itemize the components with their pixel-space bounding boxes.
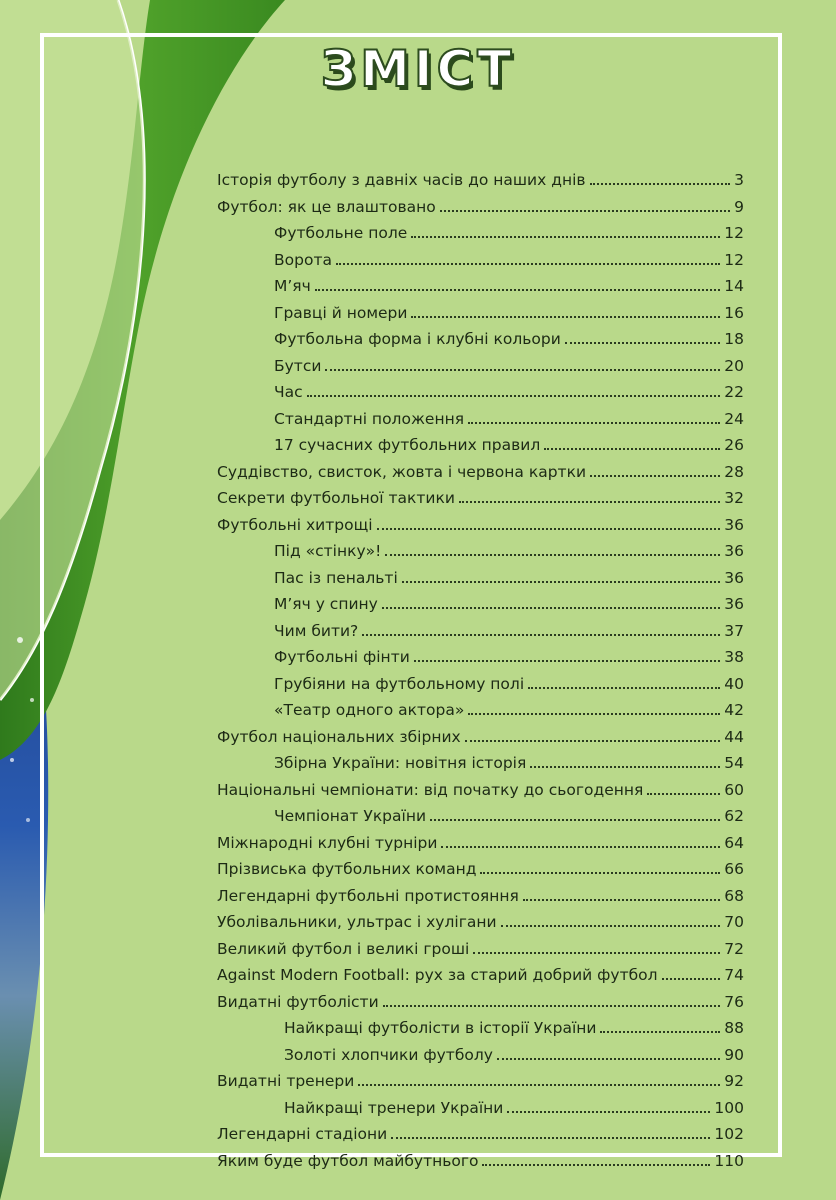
- toc-entry-page: 110: [714, 1151, 744, 1170]
- toc-entry-label: Пас із пенальті: [274, 568, 398, 587]
- toc-entry-label: Чемпіонат України: [274, 807, 427, 825]
- toc-entry-label: Найкращі футболісти в історії України: [284, 1019, 597, 1037]
- toc-entry[interactable]: [274, 251, 744, 269]
- toc-entry[interactable]: [217, 860, 744, 878]
- toc-entry[interactable]: [274, 410, 744, 428]
- toc-entry-label: Яким буде футбол майбутнього: [217, 1151, 479, 1170]
- toc-entry[interactable]: [274, 224, 744, 242]
- toc-entry-label: Бутси: [274, 356, 322, 375]
- toc-entry[interactable]: [217, 781, 744, 799]
- toc-dot-leader: [382, 605, 720, 609]
- toc-entry-label: М’яч: [274, 277, 311, 295]
- toc-entry-label: Прізвиська футбольних команд: [217, 860, 477, 878]
- toc-dot-leader: [544, 446, 720, 450]
- toc-dot-leader: [402, 579, 721, 583]
- toc-entry-page: 20: [724, 356, 744, 375]
- toc-entry[interactable]: [274, 383, 744, 401]
- toc-entry-label: Історія футболу з давніх часів до наших днів: [217, 171, 586, 189]
- toc-dot-leader: [307, 393, 721, 397]
- toc-entry-label: Футбол національних збірних: [217, 727, 461, 746]
- toc-entry[interactable]: [284, 1019, 744, 1037]
- toc-entry[interactable]: [217, 834, 744, 852]
- toc-entry-page: 70: [724, 913, 744, 931]
- toc-dot-leader: [600, 1029, 720, 1033]
- toc-entry[interactable]: [217, 1152, 744, 1170]
- toc-dot-leader: [459, 499, 720, 503]
- toc-dot-leader: [497, 1056, 720, 1060]
- toc-entry-page: 44: [724, 727, 744, 746]
- toc-dot-leader: [377, 526, 721, 530]
- toc-entry[interactable]: [274, 622, 744, 640]
- toc-entry-label: Легендарні стадіони: [217, 1125, 388, 1143]
- toc-entry[interactable]: [217, 489, 744, 507]
- toc-dot-leader: [468, 420, 720, 424]
- toc-entry-label: «Театр одного актора»: [274, 701, 465, 719]
- toc-entry[interactable]: [274, 675, 744, 693]
- toc-dot-leader: [662, 976, 721, 980]
- toc-entry[interactable]: [217, 913, 744, 931]
- toc-entry-label: М’яч у спину: [274, 595, 378, 613]
- toc-dot-leader: [411, 234, 720, 238]
- toc-entry-label: Гравці й номери: [274, 303, 408, 322]
- toc-entry[interactable]: [274, 648, 744, 666]
- toc-dot-leader: [507, 1109, 710, 1113]
- toc-entry-page: 88: [724, 1019, 744, 1037]
- toc-entry-page: 9: [734, 197, 744, 216]
- toc-entry-label: Міжнародні клубні турніри: [217, 833, 438, 852]
- toc-entry[interactable]: [217, 966, 744, 984]
- toc-entry[interactable]: [274, 304, 744, 322]
- toc-entry-page: 100: [714, 1098, 744, 1117]
- toc-entry-label: Футбол: як це влаштовано: [217, 197, 436, 216]
- toc-entry-page: 18: [724, 330, 744, 348]
- toc-dot-leader: [523, 897, 720, 901]
- toc-dot-leader: [565, 340, 721, 344]
- toc-entry[interactable]: [274, 436, 744, 454]
- toc-dot-leader: [590, 181, 731, 185]
- toc-entry-page: 92: [724, 1072, 744, 1090]
- toc-entry[interactable]: [217, 516, 744, 534]
- toc-dot-leader: [528, 685, 720, 689]
- toc-entry-label: Золоті хлопчики футболу: [284, 1045, 493, 1064]
- toc-entry[interactable]: [274, 357, 744, 375]
- toc-entry-page: 42: [724, 701, 744, 719]
- toc-entry-label: Великий футбол і великі гроші: [217, 939, 470, 958]
- toc-entry[interactable]: [284, 1046, 744, 1064]
- toc-entry-label: Чим бити?: [274, 621, 359, 640]
- toc-entry[interactable]: [217, 198, 744, 216]
- toc-entry-page: 68: [724, 886, 744, 905]
- toc-dot-leader: [441, 844, 720, 848]
- toc-dot-leader: [414, 658, 720, 662]
- toc-entry-page: 36: [724, 595, 744, 613]
- toc-entry[interactable]: [274, 542, 744, 560]
- toc-entry-page: 28: [724, 462, 744, 481]
- toc-entry-label: Легендарні футбольні протистояння: [217, 886, 519, 905]
- toc-entry[interactable]: [284, 1099, 744, 1117]
- toc-dot-leader: [530, 764, 720, 768]
- toc-entry-page: 14: [724, 277, 744, 295]
- toc-entry-page: 62: [724, 807, 744, 825]
- toc-dot-leader: [501, 923, 721, 927]
- toc-entry-page: 54: [724, 754, 744, 772]
- toc-entry-page: 72: [724, 939, 744, 958]
- toc-dot-leader: [358, 1082, 720, 1086]
- toc-entry-label: Футбольне поле: [274, 224, 408, 242]
- toc-entry-page: 24: [724, 409, 744, 428]
- toc-entry-page: 60: [724, 780, 744, 799]
- toc-entry-page: 36: [724, 515, 744, 534]
- toc-dot-leader: [383, 1003, 721, 1007]
- toc-dot-leader: [468, 711, 720, 715]
- toc-entry-label: Найкращі тренери України: [284, 1098, 504, 1117]
- toc-entry-label: Стандартні положення: [274, 409, 465, 428]
- toc-dot-leader: [647, 791, 720, 795]
- toc-entry-label: Секрети футбольної тактики: [217, 489, 455, 507]
- toc-entry-page: 64: [724, 833, 744, 852]
- toc-entry[interactable]: [274, 701, 744, 719]
- toc-entry[interactable]: [274, 330, 744, 348]
- toc-entry-page: 22: [724, 383, 744, 401]
- toc-dot-leader: [473, 950, 720, 954]
- toc-entry-page: 76: [724, 992, 744, 1011]
- toc-dot-leader: [440, 208, 730, 212]
- toc-entry-label: Суддівство, свисток, жовта і червона картки: [217, 462, 587, 481]
- toc-entry-label: Уболівальники, ультрас і хулігани: [217, 913, 497, 931]
- toc-entry-label: Під «стінку»!: [274, 542, 382, 560]
- toc-entry-label: Видатні тренери: [217, 1072, 355, 1090]
- toc-entry[interactable]: [274, 807, 744, 825]
- toc-entry-label: Видатні футболісти: [217, 992, 379, 1011]
- toc-entry-label: Against Modern Football: рух за старий добрий футбол: [217, 966, 658, 984]
- toc-dot-leader: [385, 552, 720, 556]
- toc-entry[interactable]: [274, 754, 744, 772]
- toc-entry-page: 74: [724, 966, 744, 984]
- toc-dot-leader: [465, 738, 721, 742]
- toc-entry-page: 36: [724, 542, 744, 560]
- toc-entry-page: 26: [724, 436, 744, 454]
- toc-entry-page: 66: [724, 860, 744, 878]
- toc-entry[interactable]: [274, 277, 744, 295]
- toc-entry-label: Футбольні фінти: [274, 648, 410, 666]
- toc-dot-leader: [315, 287, 720, 291]
- toc-entry-label: Національні чемпіонати: від початку до сьогодення: [217, 780, 644, 799]
- toc-entry-label: Час: [274, 383, 303, 401]
- toc-entry-page: 102: [714, 1125, 744, 1143]
- toc-entry-page: 16: [724, 303, 744, 322]
- toc-entry-page: 38: [724, 648, 744, 666]
- toc-entry[interactable]: [274, 569, 744, 587]
- toc-dot-leader: [362, 632, 720, 636]
- toc-entry[interactable]: [217, 887, 744, 905]
- toc-entry-page: 12: [724, 224, 744, 242]
- toc-entry[interactable]: [217, 993, 744, 1011]
- toc-entry[interactable]: [274, 595, 744, 613]
- toc-dot-leader: [480, 870, 720, 874]
- page-title: ЗМІСТ: [320, 40, 516, 98]
- toc-entry-page: 3: [734, 171, 744, 189]
- toc-entry-page: 37: [724, 621, 744, 640]
- toc-entry-page: 40: [724, 674, 744, 693]
- toc-entry-label: Футбольні хитрощі: [217, 515, 373, 534]
- toc-entry-page: 90: [724, 1045, 744, 1064]
- toc-entry-label: Футбольна форма і клубні кольори: [274, 330, 561, 348]
- toc-entry-page: 36: [724, 568, 744, 587]
- toc-entry-label: Грубіяни на футбольному полі: [274, 674, 525, 693]
- toc-entry[interactable]: [217, 728, 744, 746]
- toc-entry[interactable]: [217, 463, 744, 481]
- toc-dot-leader: [325, 367, 720, 371]
- toc-dot-leader: [482, 1162, 710, 1166]
- toc-dot-leader: [590, 473, 720, 477]
- toc-entry[interactable]: [217, 1072, 744, 1090]
- toc-entry-label: Збірна України: новітня історія: [274, 754, 527, 772]
- toc-dot-leader: [336, 261, 720, 265]
- toc-entry[interactable]: [217, 171, 744, 189]
- toc-entry[interactable]: [217, 940, 744, 958]
- toc-entry[interactable]: [217, 1125, 744, 1143]
- toc-entry-page: 32: [724, 489, 744, 507]
- toc-entry-page: 12: [724, 250, 744, 269]
- toc-entry-label: 17 сучасних футбольних правил: [274, 436, 541, 454]
- toc-dot-leader: [391, 1135, 710, 1139]
- toc-entry-label: Ворота: [274, 250, 332, 269]
- toc-dot-leader: [430, 817, 720, 821]
- toc-dot-leader: [411, 314, 720, 318]
